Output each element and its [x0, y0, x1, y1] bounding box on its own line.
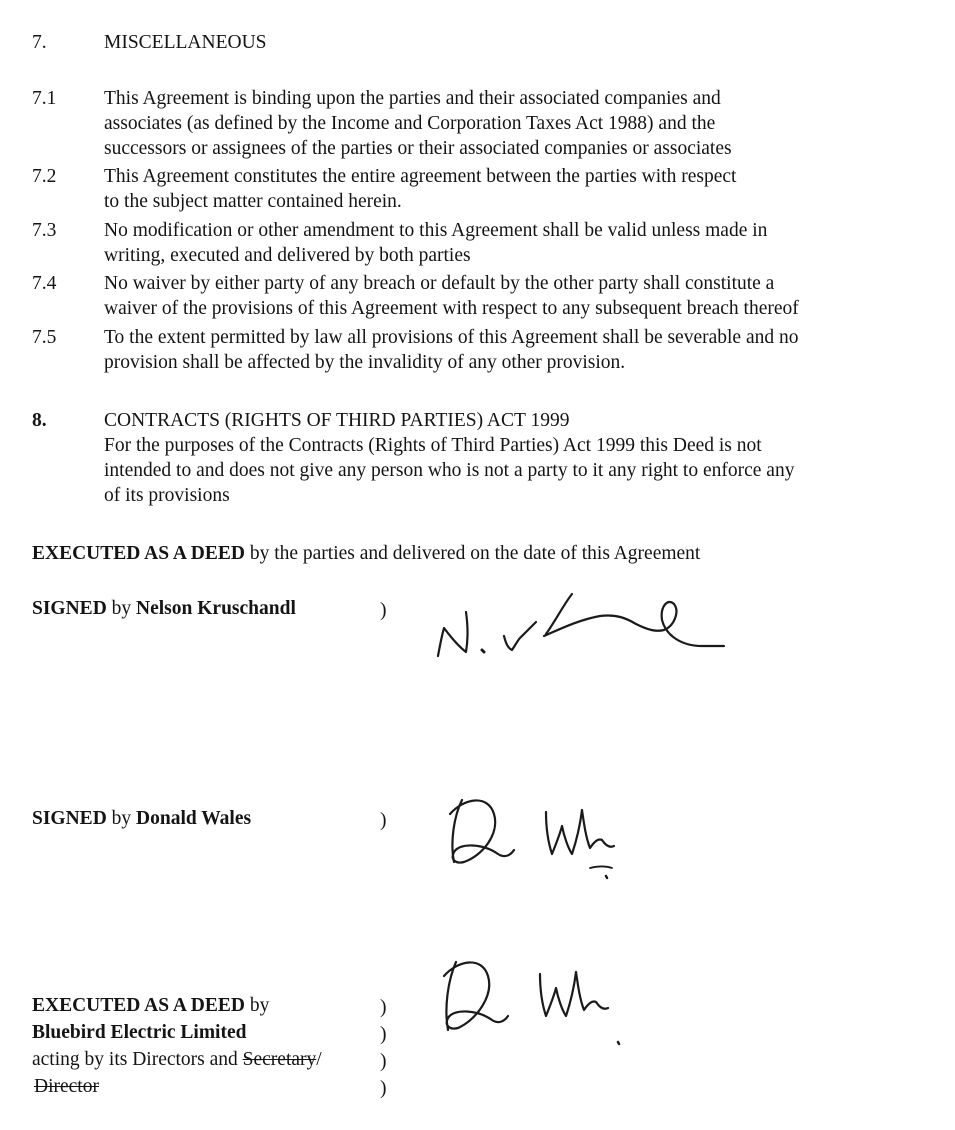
- company-executed-bold: EXECUTED AS A DEED: [32, 995, 245, 1016]
- slash-text: /: [316, 1049, 322, 1070]
- clause-7-1-number: 7.1: [32, 88, 57, 109]
- by-text: by: [106, 808, 137, 829]
- section-8-line: of its provisions: [104, 485, 230, 506]
- clause-7-3-number: 7.3: [32, 220, 57, 241]
- section-8-number: 8.: [32, 410, 47, 431]
- clause-7-4-number: 7.4: [32, 273, 57, 294]
- company-bracket: ): [380, 1024, 387, 1045]
- clause-7-2-text: [104, 164, 736, 214]
- signature-dot: [606, 876, 607, 878]
- clause-line: This Agreement constitutes the entire agreement between the parties with respect: [104, 166, 737, 187]
- section-8-line: intended to and does not give any person who is not a party to it any right to enforce any: [104, 460, 795, 481]
- clause-line: successors or assignees of the parties or their associated companies or associates: [104, 138, 732, 159]
- signature-stroke: [546, 594, 572, 634]
- struck-director: Director: [34, 1076, 99, 1097]
- section-8-line: For the purposes of the Contracts (Rights of Third Parties) Act 1999 this Deed is not: [104, 435, 762, 456]
- signature-company-director: [432, 950, 632, 1050]
- company-acting-text: acting by its Directors and: [32, 1049, 243, 1070]
- signature-stroke: [546, 810, 614, 854]
- company-executed-by: by: [244, 995, 270, 1016]
- struck-secretary: Secretary: [242, 1049, 317, 1070]
- clause-7-1-text: [104, 86, 732, 161]
- company-line-1: [32, 993, 269, 1018]
- by-text: by: [106, 598, 137, 619]
- signed-label: SIGNED: [32, 808, 107, 829]
- signature-stroke: [504, 622, 536, 650]
- signature-stroke: [450, 800, 514, 863]
- signatory-2-name: Donald Wales: [136, 808, 252, 829]
- execution-statement: [32, 541, 700, 566]
- execution-rest: by the parties and delivered on the date of this Agreement: [244, 543, 701, 564]
- clause-7-4-text: [104, 271, 799, 321]
- company-bracket: ): [380, 1078, 387, 1099]
- execution-bold-lead: EXECUTED AS A DEED: [32, 543, 245, 564]
- signatory-1-label: [32, 596, 296, 621]
- clause-line: To the extent permitted by law all provisions of this Agreement shall be severable and no: [104, 327, 799, 348]
- clause-line: waiver of the provisions of this Agreement with respect to any subsequent breach thereof: [104, 298, 799, 319]
- signature-stroke: [438, 612, 468, 656]
- clause-7-5-number: 7.5: [32, 327, 57, 348]
- clause-line: associates (as defined by the Income and Corporation Taxes Act 1988) and the: [104, 113, 716, 134]
- clause-line: No modification or other amendment to this Agreement shall be valid unless made in: [104, 220, 768, 241]
- signed-label: SIGNED: [32, 598, 107, 619]
- clause-7-2-number: 7.2: [32, 166, 57, 187]
- company-bracket: ): [380, 997, 387, 1018]
- clause-7-5-text: [104, 325, 799, 375]
- signature-stroke: [590, 867, 612, 869]
- company-bracket: ): [380, 1051, 387, 1072]
- signature-stroke: [444, 962, 508, 1030]
- signature-dot: [482, 650, 484, 652]
- signature-donald-wales: [440, 786, 630, 886]
- signature-stroke: [540, 972, 608, 1016]
- company-name: Bluebird Electric Limited: [32, 1022, 247, 1043]
- clause-line: writing, executed and delivered by both parties: [104, 245, 471, 266]
- signatory-1-bracket: ): [380, 600, 387, 621]
- section-7-number: 7.: [32, 32, 47, 53]
- clause-line: provision shall be affected by the invalidity of any other provision.: [104, 352, 626, 373]
- clause-7-3-text: [104, 218, 767, 268]
- clause-line: No waiver by either party of any breach or default by the other party shall constitute a: [104, 273, 775, 294]
- clause-line: This Agreement is binding upon the parties and their associated companies and: [104, 88, 721, 109]
- section-7-heading: MISCELLANEOUS: [104, 32, 267, 53]
- signature-nelson-kruschandl: [430, 590, 730, 670]
- company-line-3: [32, 1047, 322, 1072]
- signatory-1-name: Nelson Kruschandl: [136, 598, 296, 619]
- signatory-2-bracket: ): [380, 810, 387, 831]
- section-8-heading: CONTRACTS (RIGHTS OF THIRD PARTIES) ACT 1999: [104, 410, 570, 431]
- clause-line: to the subject matter contained herein.: [104, 191, 402, 212]
- signature-dot: [618, 1042, 619, 1044]
- signature-stroke: [544, 602, 724, 646]
- section-8-block: [104, 408, 794, 508]
- signatory-2-label: [32, 806, 251, 831]
